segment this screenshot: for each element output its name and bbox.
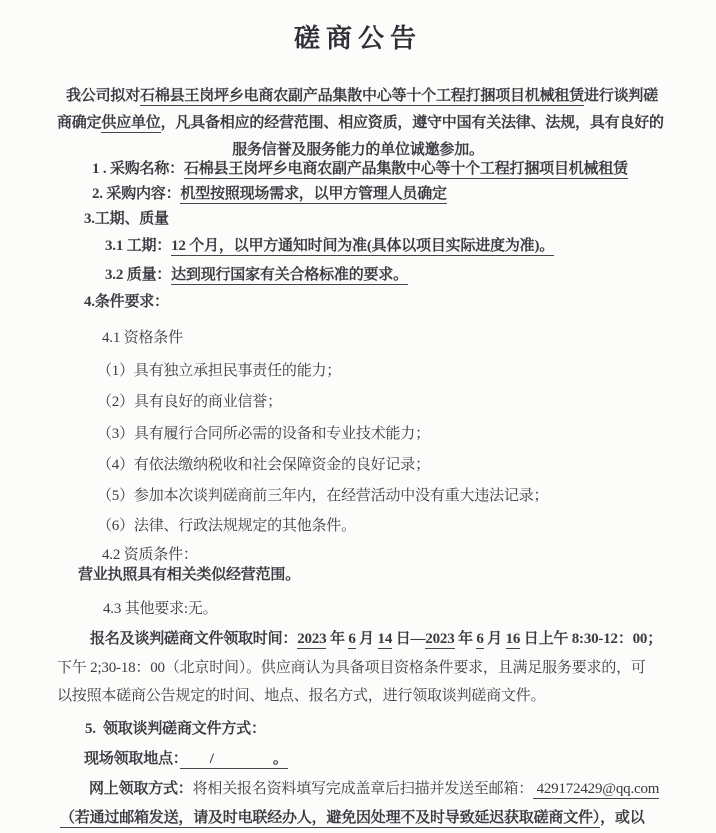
onsite-pickup-line: [84, 749, 288, 770]
registration-line-3: 以按照本磋商公告规定的时间、地点、报名方式，进行领取谈判磋商文件。: [57, 688, 546, 704]
supplier-underlined: 供应单位: [101, 115, 161, 131]
start-year: 2023: [297, 631, 327, 647]
intro-line-1-post: 进行谈判磋: [584, 88, 659, 104]
intro-line-2: [57, 113, 664, 134]
intro-line-3: 服务信誉及服务能力的单位诚邀参加。: [232, 142, 484, 158]
online-pickup-line: [89, 779, 659, 800]
online-pickup-label: 网上领取方式：: [89, 781, 193, 797]
duration-label: 3.1 工期：: [105, 238, 172, 254]
section-4-2-heading: 4.2 资质条件：: [102, 547, 198, 563]
section-4-heading: 4.条件要求：: [84, 294, 169, 310]
procurement-name-value: 石棉县王岗坪乡电商农副产品集散中心等十个工程打捆项目机械租赁: [183, 161, 628, 177]
procurement-name-label: 1 . 采购名称：: [92, 161, 184, 177]
quality-label: 3.2 质量：: [105, 267, 172, 283]
start-month: 6: [348, 631, 356, 647]
end-day: 16: [505, 631, 521, 647]
procurement-name-item: [92, 159, 628, 180]
condition-4: （4）有依法缴纳税收和社会保障资金的良好记录；: [97, 457, 430, 473]
page-title: 磋商公告: [293, 24, 422, 53]
condition-3: （3）具有履行合同所必需的设备和专业技术能力；: [97, 426, 430, 442]
registration-time-line: [90, 629, 662, 650]
section-5-heading: 5. 领取谈判磋商文件方式：: [85, 721, 266, 737]
section-3-heading: 3.工期、质量: [84, 211, 169, 227]
onsite-pickup-blank: / 。: [180, 751, 288, 767]
email-note-underlined: （若通过邮箱发送，请及时电联经办人，避免因处理不及时导致延迟获取磋商文件）: [60, 810, 601, 826]
intro-line-2-post: ，凡具备相应的经营范围、相应资质，遵守中国有关法律、法规，具有良好的: [160, 115, 664, 131]
intro-line-1: [66, 86, 658, 107]
section-4-2-value: 营业执照具有相关类似经营范围。: [78, 567, 301, 583]
procurement-content-label: 2. 采购内容：: [92, 186, 181, 202]
registration-time-tail: 日上午 8:30-12：00；: [520, 631, 663, 647]
sep-month-1: 月: [355, 631, 378, 647]
registration-time-label: 报名及谈判磋商文件领取时间：: [90, 631, 298, 647]
start-day: 14: [377, 631, 393, 647]
sep-dash: 日—: [392, 631, 426, 647]
email-note-line: [60, 808, 645, 829]
email-note-tail: ，或以: [600, 810, 645, 826]
procurement-content-item: [92, 184, 447, 205]
intro-line-2-pre: 商确定: [57, 115, 102, 131]
section-4-1-heading: 4.1 资格条件: [102, 330, 183, 346]
procurement-content-value: 机型按照现场需求，以甲方管理人员确定: [180, 186, 447, 202]
sep-year-2: 年: [454, 631, 477, 647]
end-year: 2023: [425, 631, 455, 647]
email-address: 429172429@qq.com: [533, 781, 660, 797]
quality-value: 达到现行国家有关合格标准的要求。: [171, 267, 408, 283]
condition-6: （6）法律、行政法规规定的其他条件。: [97, 518, 356, 534]
onsite-pickup-label: 现场领取地点：: [84, 751, 181, 767]
duration-value: 12 个月，以甲方通知时间为准(具体以项目实际进度为准)。: [171, 238, 555, 254]
registration-line-2: 下午 2;30-18：00（北京时间）。供应商认为具备项目资格条件要求，且满足服务要求的，可: [57, 660, 646, 676]
condition-5: （5）参加本次谈判磋商前三年内，在经营活动中没有重大违法记录；: [97, 488, 549, 504]
online-pickup-text: 将相关报名资料填写完成盖章后扫描并发送至邮箱：: [192, 781, 534, 797]
section-4-3-other: 4.3 其他要求:无。: [103, 601, 218, 617]
end-month: 6: [476, 631, 484, 647]
sep-year-1: 年: [326, 631, 349, 647]
condition-2: （2）具有良好的商业信誉；: [97, 394, 282, 410]
intro-line-1-pre: 我公司拟对: [66, 88, 141, 104]
section-3-2-quality: [105, 265, 408, 286]
project-name-underlined: 石棉县王岗坪乡电商农副产品集散中心等十个工程打捆项目机械租赁: [140, 88, 585, 104]
sep-month-2: 月: [483, 631, 506, 647]
section-3-1-duration: [105, 236, 554, 257]
condition-1: （1）具有独立承担民事责任的能力；: [97, 363, 342, 379]
